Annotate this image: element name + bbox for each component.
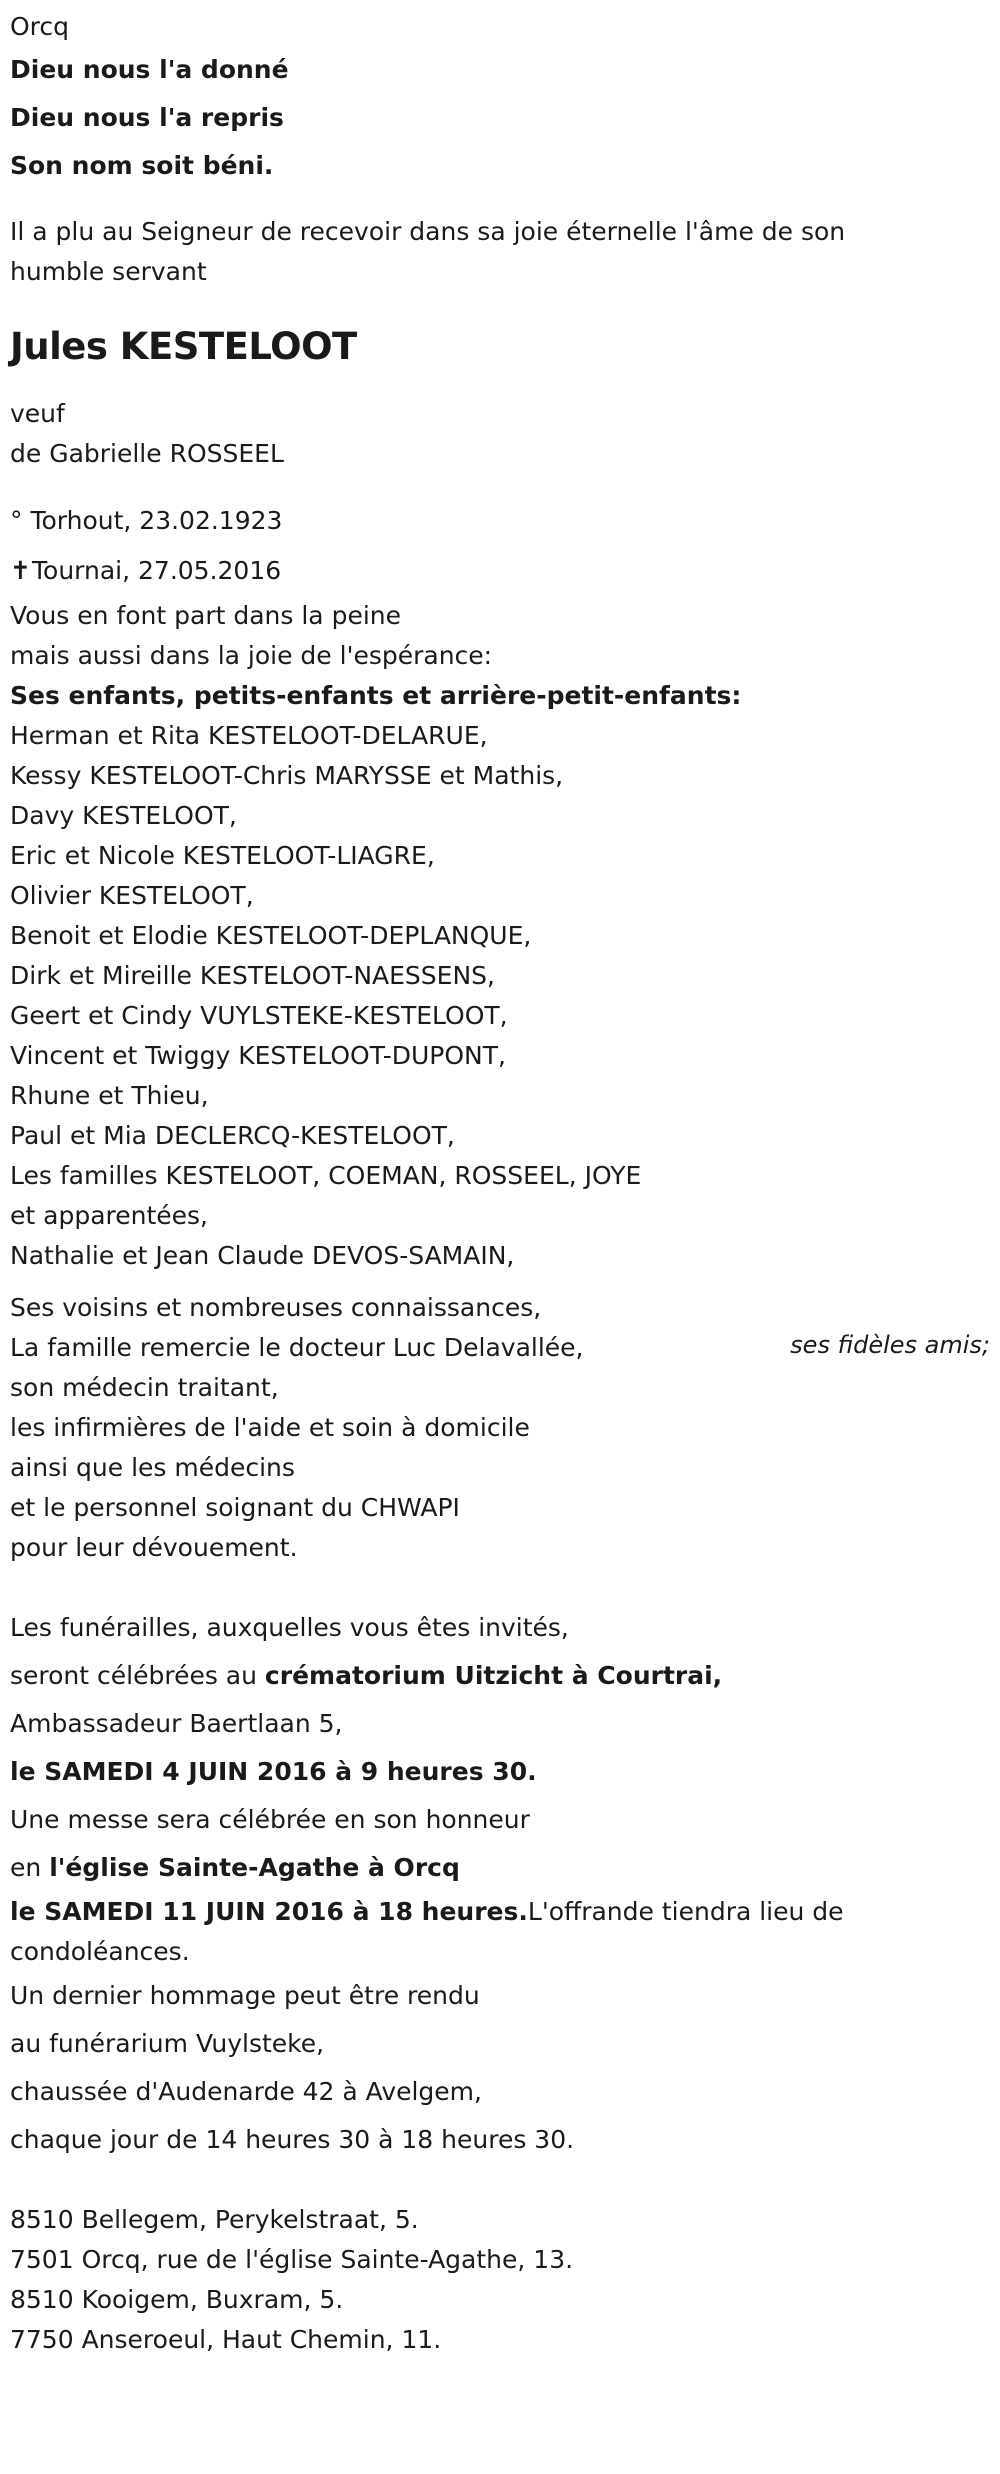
family-member: Les familles KESTELOOT, COEMAN, ROSSEEL, JOYE xyxy=(10,1161,642,1190)
death-info: Tournai, 27.05.2016 xyxy=(32,556,282,585)
family-member: et apparentées, xyxy=(10,1201,208,1230)
family-member: Nathalie et Jean Claude DEVOS-SAMAIN, xyxy=(10,1241,515,1270)
funeral-line: au funérarium Vuylsteke, xyxy=(10,2029,325,2058)
verse-line: Dieu nous l'a repris xyxy=(10,103,284,132)
family-member: Benoit et Elodie KESTELOOT-DEPLANQUE, xyxy=(10,921,532,950)
announce-line: mais aussi dans la joie de l'espérance: xyxy=(10,641,493,670)
funeral-line: Ambassadeur Baertlaan 5, xyxy=(10,1709,343,1738)
deceased-name: Jules KESTELOOT xyxy=(10,325,357,368)
funeral-line xyxy=(10,1652,990,1700)
funeral-line: Une messe sera célébrée en son honneur xyxy=(10,1805,530,1834)
marital-status: veuf xyxy=(10,399,65,428)
family-member: Herman et Rita KESTELOOT-DELARUE, xyxy=(10,721,488,750)
funeral-line xyxy=(10,1844,990,1892)
funeral-text: en xyxy=(10,1853,50,1882)
family-member: Paul et Mia DECLERCQ-KESTELOOT, xyxy=(10,1121,455,1150)
obituary-document xyxy=(10,8,990,2360)
funeral-line: Les funérailles, auxquelles vous êtes invités, xyxy=(10,1613,569,1642)
family-member: Dirk et Mireille KESTELOOT-NAESSENS, xyxy=(10,961,495,990)
verses xyxy=(10,46,990,190)
cremation-date: le SAMEDI 4 JUIN 2016 à 9 heures 30. xyxy=(10,1757,537,1786)
place-header: Orcq xyxy=(10,12,70,41)
intro-text: Il a plu au Seigneur de recevoir dans sa joie éternelle l'âme de son humble servant xyxy=(10,217,846,286)
address-line: 7501 Orcq, rue de l'église Sainte-Agathe, 13. xyxy=(10,2245,574,2274)
thanks-line: Ses voisins et nombreuses connaissances, xyxy=(10,1293,542,1322)
family-heading: Ses enfants, petits-enfants et arrière-petit-enfants: xyxy=(10,681,742,710)
family-member: Kessy KESTELOOT-Chris MARYSSE et Mathis, xyxy=(10,761,564,790)
birth-symbol: ° xyxy=(10,506,23,535)
family-member: Rhune et Thieu, xyxy=(10,1081,209,1110)
thanks-line: les infirmières de l'aide et soin à domicile xyxy=(10,1413,530,1442)
birth-line xyxy=(10,496,990,546)
thanks-line: pour leur dévouement. xyxy=(10,1533,298,1562)
thanks-line: et le personnel soignant du CHWAPI xyxy=(10,1493,460,1522)
thanks-line: La famille remercie le docteur Luc Delavallée, xyxy=(10,1333,584,1362)
death-line xyxy=(10,546,990,596)
family-member: Olivier KESTELOOT, xyxy=(10,881,254,910)
funeral-details xyxy=(10,1604,990,2164)
spouse-name: de Gabrielle ROSSEEL xyxy=(10,439,284,468)
funeral-line: chaque jour de 14 heures 30 à 18 heures 30. xyxy=(10,2125,575,2154)
mass-date-line xyxy=(10,1892,990,1972)
funeral-line: Un dernier hommage peut être rendu xyxy=(10,1981,480,2010)
funeral-line: chaussée d'Audenarde 42 à Avelgem, xyxy=(10,2077,482,2106)
church-name: l'église Sainte-Agathe à Orcq xyxy=(49,1853,460,1882)
address-line: 8510 Bellegem, Perykelstraat, 5. xyxy=(10,2205,419,2234)
thanks-line: son médecin traitant, xyxy=(10,1373,279,1402)
cross-icon: ✝ xyxy=(10,556,31,585)
address-line: 7750 Anseroeul, Haut Chemin, 11. xyxy=(10,2325,442,2354)
announce-line: Vous en font part dans la peine xyxy=(10,601,401,630)
mass-date: le SAMEDI 11 JUIN 2016 à 18 heures. xyxy=(10,1897,528,1926)
thanks-line: ainsi que les médecins xyxy=(10,1453,295,1482)
family-member: Davy KESTELOOT, xyxy=(10,801,237,830)
address-line: 8510 Kooigem, Buxram, 5. xyxy=(10,2285,344,2314)
funeral-text: seront célébrées au xyxy=(10,1661,265,1690)
family-list xyxy=(10,716,990,1276)
family-member: Geert et Cindy VUYLSTEKE-KESTELOOT, xyxy=(10,1001,508,1030)
offering-note: L'offrande tiendra lieu de condoléances. xyxy=(10,1897,844,1966)
addresses xyxy=(10,2200,990,2360)
crematorium-name: crématorium Uitzicht à Courtrai, xyxy=(264,1661,723,1690)
family-member: Vincent et Twiggy KESTELOOT-DUPONT, xyxy=(10,1041,506,1070)
friends-note: ses fidèles amis; xyxy=(790,1331,990,1359)
birth-info: Torhout, 23.02.1923 xyxy=(30,506,283,535)
family-member: Eric et Nicole KESTELOOT-LIAGRE, xyxy=(10,841,435,870)
verse-line: Son nom soit béni. xyxy=(10,151,274,180)
verse-line: Dieu nous l'a donné xyxy=(10,55,289,84)
